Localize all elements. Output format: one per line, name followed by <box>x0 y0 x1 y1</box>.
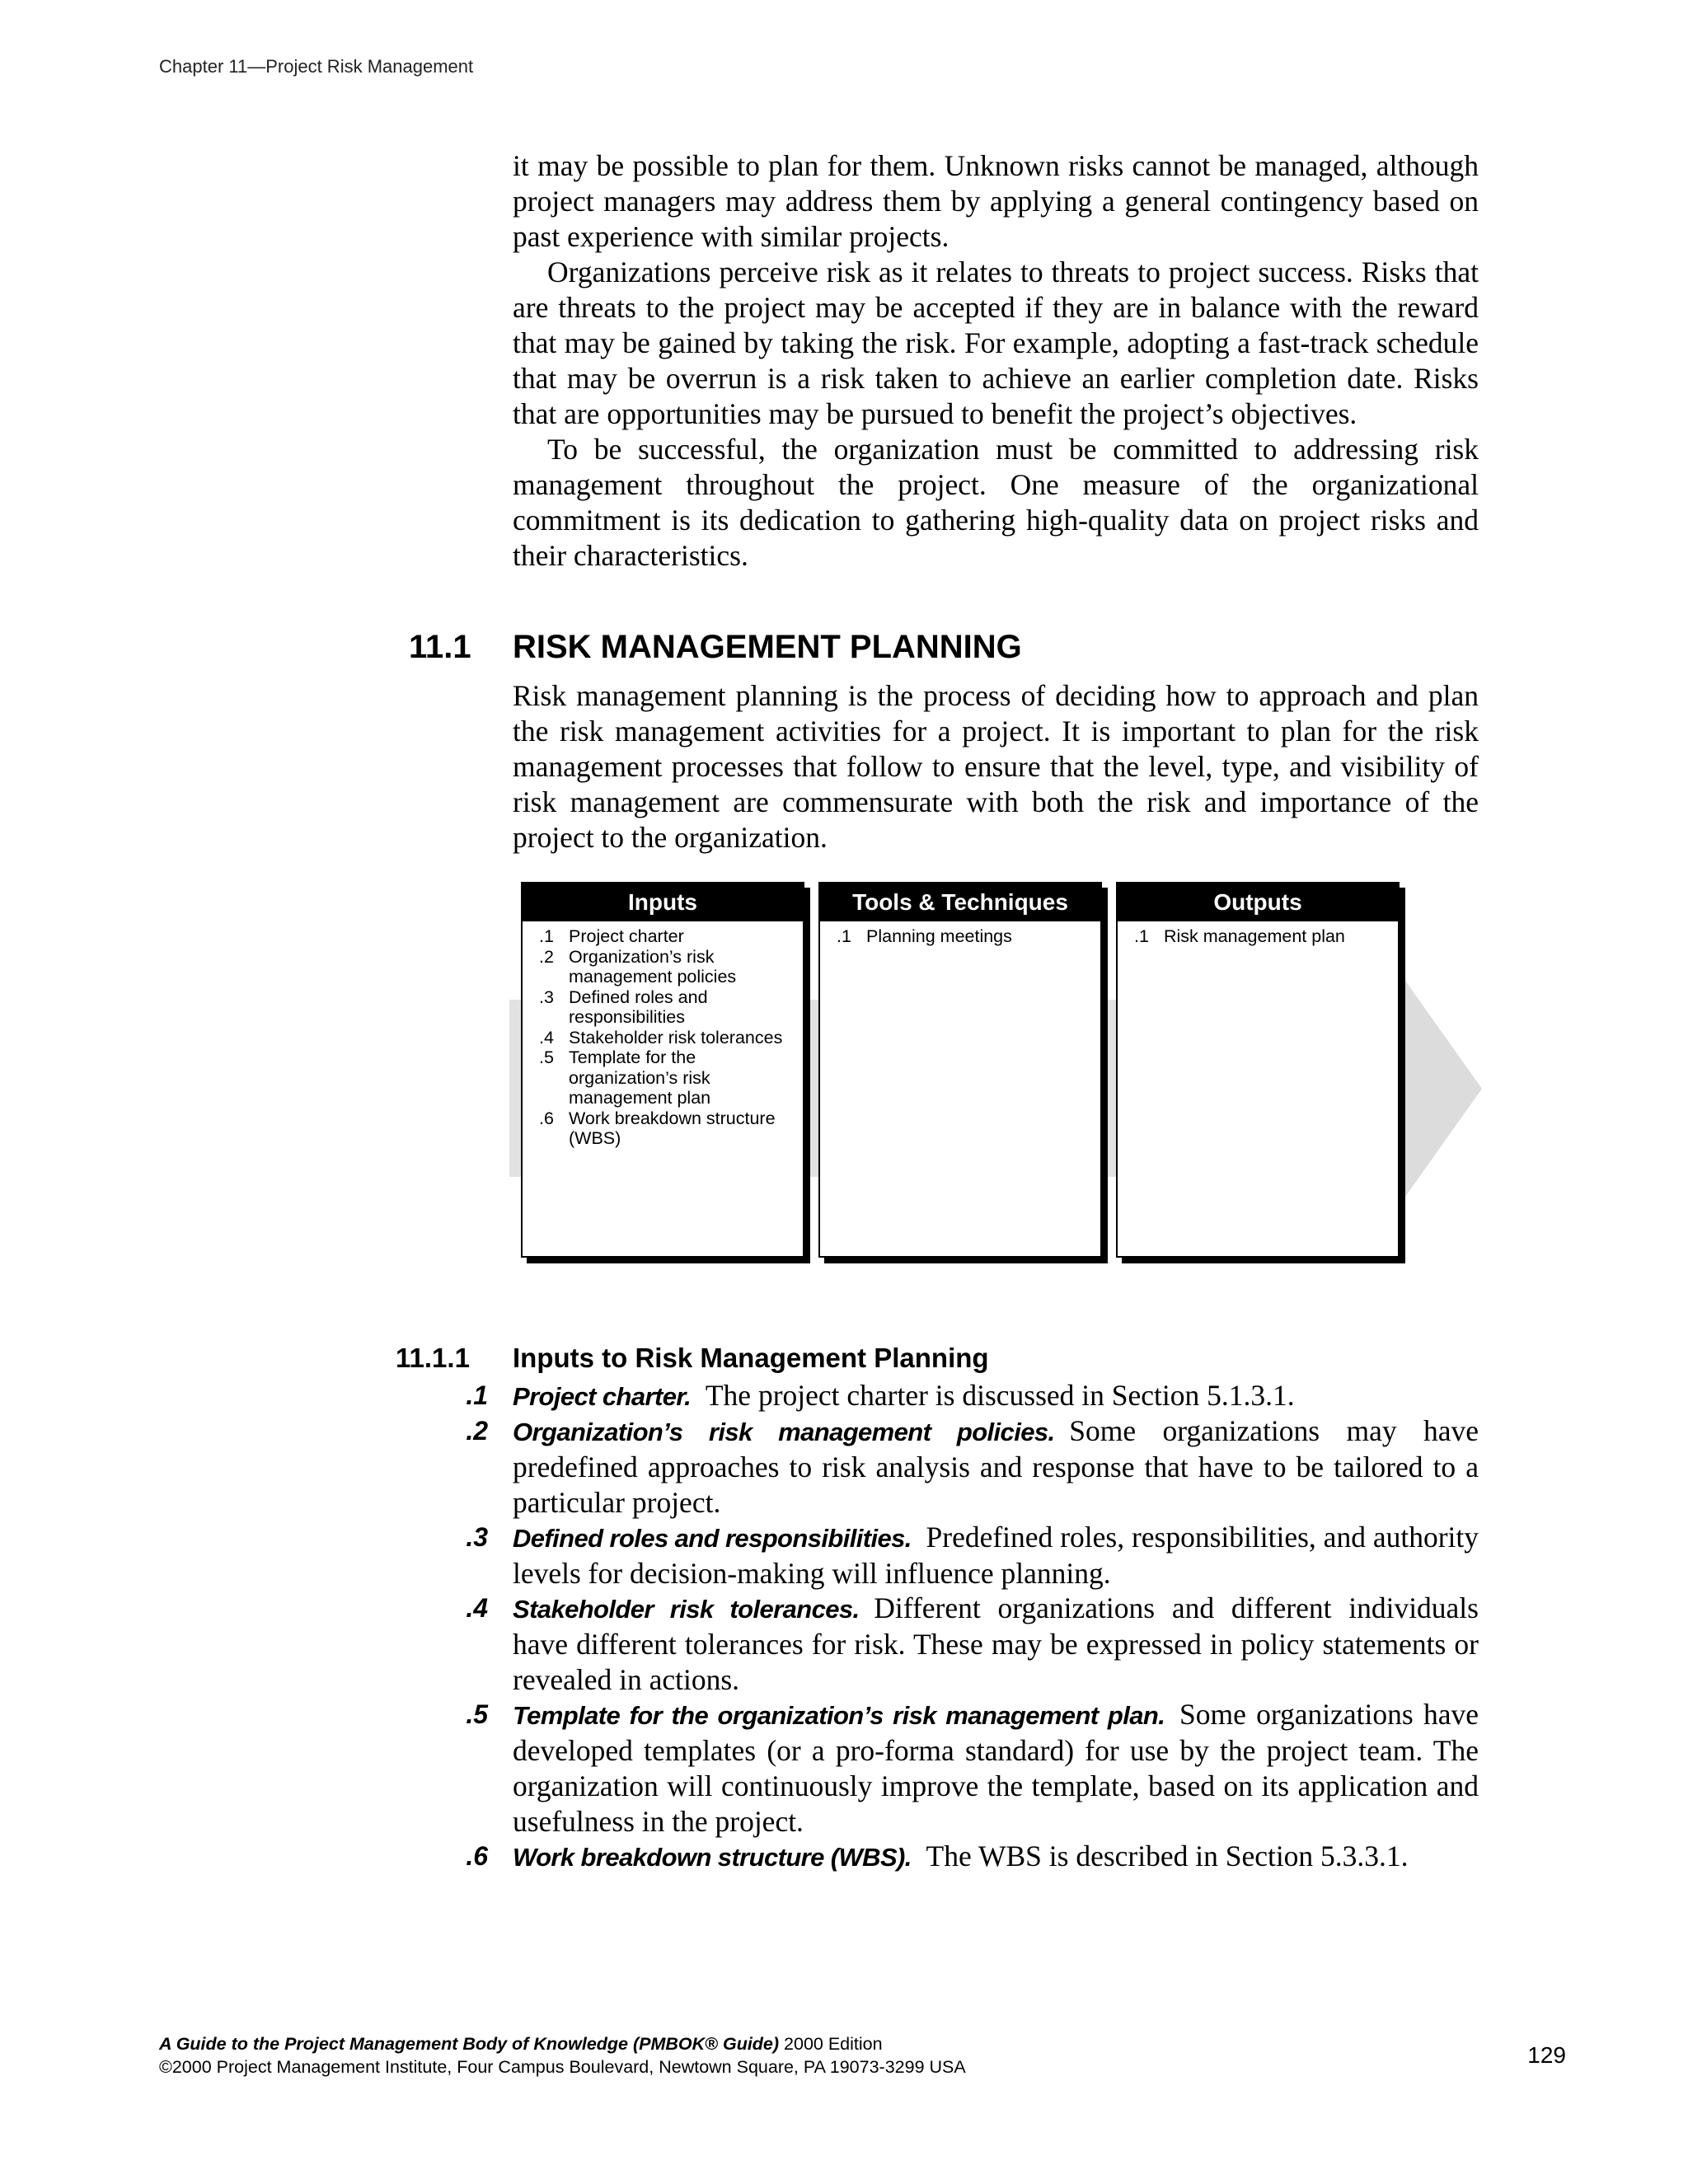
intro-paragraph: Organizations perceive risk as it relates to threats to project success. Risks that are threats to the project may be accepted if they are in balance with the reward that may be gained by taking the risk. For example, adopting a fast-track schedule that may be overrun is a risk taken to achieve an earlier completion date. Risks that are opportunities may be pursued to benefit the project’s objectives. <box>513 255 1479 430</box>
outputs-box-title: Outputs <box>1118 883 1398 921</box>
input-item <box>513 1378 1479 1414</box>
inputs-item-text: Project charter <box>569 926 684 946</box>
input-item-title: Organization’s risk management policies. <box>513 1418 1055 1446</box>
input-item-text: The project charter is discussed in Section 5.1.3.1. <box>705 1379 1295 1412</box>
input-item-text: Predefined roles, responsibilities, and authority levels for decision-making will influence planning. <box>513 1521 1479 1590</box>
input-item <box>513 1520 1479 1591</box>
input-item-text: Some organizations may have predefined approaches to risk analysis and response that have to be tailored to a particular project. <box>513 1414 1479 1519</box>
inputs-list <box>523 921 803 1149</box>
input-item-title: Template for the organization’s risk management plan. <box>513 1701 1165 1730</box>
input-item <box>513 1591 1479 1698</box>
input-item-number: .2 <box>466 1416 488 1446</box>
footer-guide-title: A Guide to the Project Management Body of Knowledge (PMBOK® Guide) <box>159 2034 780 2054</box>
tools-box <box>818 882 1102 1258</box>
process-diagram <box>509 880 1482 1276</box>
intro-paragraph: To be successful, the organization must be committed to addressing risk management throughout the project. One measure of the organizational commitment is its dedication to gathering high-quality data on project risks and their characteristics. <box>513 433 1479 572</box>
input-item <box>513 1413 1479 1521</box>
input-item-number: .4 <box>466 1593 488 1623</box>
outputs-item-text: Risk management plan <box>1164 926 1345 946</box>
intro-text <box>513 148 1479 574</box>
inputs-item-text: Organization’s risk management policies <box>569 946 737 987</box>
footer-guide <box>159 2034 883 2055</box>
inputs-item <box>539 947 796 987</box>
inputs-item <box>539 926 796 947</box>
inputs-item-number: .3 <box>539 987 554 1007</box>
section-title: RISK MANAGEMENT PLANNING <box>513 629 1022 665</box>
outputs-item <box>1134 926 1391 947</box>
section-body <box>513 678 1479 855</box>
diagram-flow-arrow <box>1391 961 1482 1216</box>
inputs-item <box>539 1028 796 1048</box>
inputs-box-title: Inputs <box>523 883 803 921</box>
inputs-item-number: .2 <box>539 946 554 967</box>
tools-list <box>820 921 1100 947</box>
input-item-text: Different organizations and different individuals have different tolerances for risk. These may be expressed in policy statements or revealed in actions. <box>513 1591 1479 1696</box>
inputs-item-number: .1 <box>539 926 554 946</box>
tools-item-text: Planning meetings <box>866 926 1012 946</box>
outputs-box <box>1116 882 1400 1258</box>
input-item-title: Work breakdown structure (WBS). <box>513 1843 912 1872</box>
inputs-item <box>539 987 796 1028</box>
section-number: 11.1 <box>409 629 471 665</box>
input-item <box>513 1697 1479 1840</box>
subsection-number: 11.1.1 <box>396 1343 470 1373</box>
running-header: Chapter 11—Project Risk Management <box>159 56 474 77</box>
inputs-item <box>539 1047 796 1108</box>
inputs-box <box>521 882 804 1258</box>
tools-item-number: .1 <box>837 926 851 946</box>
inputs-item-number: .5 <box>539 1047 554 1067</box>
inputs-item-text: Work breakdown structure (WBS) <box>569 1108 776 1148</box>
outputs-item-number: .1 <box>1134 926 1149 946</box>
input-item-number: .1 <box>466 1380 488 1410</box>
tools-item <box>837 926 1094 947</box>
footer-copyright: ©2000 Project Management Institute, Four Campus Boulevard, Newtown Square, PA 19073-3299 USA <box>159 2057 966 2077</box>
input-item <box>513 1839 1479 1875</box>
subsection-title: Inputs to Risk Management Planning <box>513 1343 989 1373</box>
input-item-text: Some organizations have developed templates (or a pro-forma standard) for use by the project team. The organization will continuously improve the template, based on its application and usefulness in the project. <box>513 1698 1479 1838</box>
outputs-list <box>1118 921 1398 947</box>
inputs-item-number: .4 <box>539 1027 554 1047</box>
inputs-item-text: Stakeholder risk tolerances <box>569 1027 783 1047</box>
inputs-item-text: Template for the organization’s risk management plan <box>569 1047 711 1108</box>
footer-edition: 2000 Edition <box>779 2034 883 2054</box>
inputs-item <box>539 1108 796 1149</box>
input-item-number: .6 <box>466 1841 488 1871</box>
input-item-text: The WBS is described in Section 5.3.3.1. <box>926 1840 1409 1872</box>
inputs-item-number: .6 <box>539 1108 554 1128</box>
inputs-item-text: Defined roles and responsibilities <box>569 987 708 1027</box>
tools-box-title: Tools & Techniques <box>820 883 1100 921</box>
page-number: 129 <box>1527 2042 1566 2068</box>
input-item-title: Stakeholder risk tolerances. <box>513 1595 860 1624</box>
section-paragraph: Risk management planning is the process of deciding how to approach and plan the risk management activities for a project. It is important to plan for the risk management processes that follow to ensure that the level, type, and visibility of risk management are commensurate with both the risk and importance of the project to the organization. <box>513 679 1479 854</box>
input-item-number: .5 <box>466 1699 488 1729</box>
input-item-number: .3 <box>466 1522 488 1552</box>
input-item-title: Defined roles and responsibilities. <box>513 1524 912 1553</box>
intro-paragraph: it may be possible to plan for them. Unknown risks cannot be managed, although project managers may address them by applying a general contingency based on past experience with similar projects. <box>513 149 1479 253</box>
input-item-title: Project charter. <box>513 1382 692 1411</box>
